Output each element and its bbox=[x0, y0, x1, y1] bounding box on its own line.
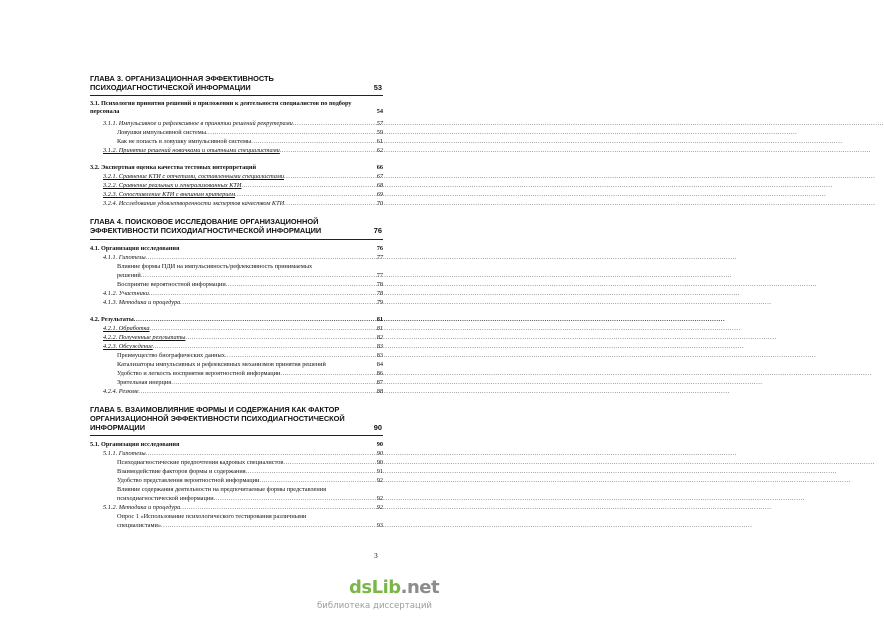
chapter-5-heading bbox=[90, 405, 382, 432]
toc-entry-5-1: 5.1. Организация исследования 90 bbox=[90, 441, 383, 448]
toc-entry-survey-1-cont: специалистами» ..... 93 bbox=[117, 522, 383, 530]
toc-entry-3-2-3: 3.2.3. Сопоставление КТИ с внешним критерием ..... 69 bbox=[103, 191, 383, 199]
chapter-3-heading bbox=[90, 74, 382, 92]
chapter-5-page: 90 bbox=[373, 423, 382, 432]
toc-entry-4-2-2: 4.2.2. Полученные результаты ..... 82 bbox=[103, 334, 383, 342]
toc-entry-4-1-3: 4.1.3. Методика и процедура ..... 79 bbox=[103, 299, 383, 307]
chapter-4-heading bbox=[90, 217, 382, 235]
toc-entry-4-2-1: 4.2.1. Обработка ..... 81 bbox=[103, 325, 383, 333]
chapter-4-title: ГЛАВА 4. ПОИСКОВОЕ ИССЛЕДОВАНИЕ ОРГАНИЗАЦИОННОЙ ЭФФЕКТИВНОСТИ ПСИХОДИАГНОСТИЧЕСКОЙ ИНФОРМАЦИИ bbox=[90, 217, 322, 235]
chapter-5-title: ГЛАВА 5. ВЗАИМОВЛИЯНИЕ ФОРМЫ И СОДЕРЖАНИЯ КАК ФАКТОР ОРГАНИЗАЦИОННОЙ ЭФФЕКТИВНОСТИ ПСИХОДИАГНОСТИЧЕСКОЙ ИНФОРМАЦИИ bbox=[90, 405, 345, 432]
toc-entry-4-2: 4.2. Результаты ..... 81 bbox=[90, 316, 383, 324]
toc-entry-interaction: Взаимодействие факторов формы и содержания ..... 91 bbox=[117, 468, 383, 476]
toc-entry-4-1-2: 4.1.2. Участники ..... 78 bbox=[103, 290, 383, 298]
toc-entry-5-1-2: 5.1.2. Методика и процедура ..... 92 bbox=[103, 504, 383, 512]
toc-entry-3-2-2: 3.2.2. Сравнение реальных и генерализованных КТИ ..... 68 bbox=[103, 182, 383, 190]
toc-entry-pdi-influence-cont: решений ..... 77 bbox=[117, 272, 383, 280]
toc-entry-catalysts: Катализаторы импульсивных и рефлексивных механизмов принятия решений 84 bbox=[117, 361, 383, 368]
toc-entry-4-1-1: 4.1.1. Гипотезы ..... 77 bbox=[103, 254, 383, 262]
toc-entry-preferences: Психодиагностические предпочтения кадровых специалистов ..... 90 bbox=[117, 459, 383, 467]
dslib-logo: dsLib.net bbox=[349, 577, 440, 598]
toc-entry-avoid-trap: Как не попасть в ловушку импульсивной системы ..... 61 bbox=[117, 138, 383, 146]
toc-entry-3-2-4: 3.2.4. Исследования удовлетворенности экспертов качеством КТИ ..... 70 bbox=[103, 200, 383, 208]
toc-entry-content-influence: Влияние содержания деятельности на предпочитаемые формы представления bbox=[117, 486, 327, 493]
divider bbox=[90, 435, 383, 436]
watermark-subtitle: библиотека диссертаций bbox=[317, 601, 433, 611]
toc-entry-3-2: 3.2. Экспертная оценка качества тестовых интерпретаций 66 bbox=[90, 164, 383, 171]
chapter-4-page: 76 bbox=[373, 226, 382, 235]
toc-entry-3-1-1: 3.1.1. Импульсивное и рефлексивное в принятии решений рекрутерами ..... 57 bbox=[103, 120, 383, 128]
toc-entry-4-1: 4.1. Организация исследования 76 bbox=[90, 245, 383, 252]
watermark bbox=[317, 577, 440, 611]
divider bbox=[90, 239, 383, 240]
page-number: 3 bbox=[374, 551, 378, 560]
toc-entry-3-2-1: 3.2.1. Сравнение КТИ с отчетами, составленными специалистами ..... 67 bbox=[103, 173, 383, 181]
toc-entry-content-influence-cont: психодиагностической информации ..... 92 bbox=[117, 495, 383, 503]
toc-entry-5-1-1: 5.1.1. Гипотезы ..... 90 bbox=[103, 450, 383, 458]
toc-page-3-1: 54 bbox=[376, 108, 383, 115]
toc-entry-4-2-3: 4.2.3. Обсуждение ..... 83 bbox=[103, 343, 383, 351]
toc-entry-survey-1: Опрос 1 «Использование психологического тестирования различными bbox=[117, 513, 307, 520]
divider bbox=[90, 95, 383, 96]
toc-entry-prob-perception: Восприятие вероятностной информации ..... 78 bbox=[117, 281, 383, 289]
toc-entry-3-1: 3.1. Психология принятия решений в приложении к деятельности специалистов по подбору персонала bbox=[90, 100, 352, 115]
chapter-3-title: ГЛАВА 3. ОРГАНИЗАЦИОННАЯ ЭФФЕКТИВНОСТЬ ПСИХОДИАГНОСТИЧЕСКОЙ ИНФОРМАЦИИ bbox=[90, 74, 274, 92]
toc-entry-prob-convenience: Удобство представления вероятностной информации ..... 92 bbox=[117, 477, 383, 485]
toc-entry-3-1-2: 3.1.2. Принятие решений новичками и опытными специалистами ..... 62 bbox=[103, 147, 383, 155]
chapter-3-page: 53 bbox=[373, 83, 382, 92]
toc-entry-pdi-influence: Влияние формы ПДИ на импульсивность/рефлексивность принимаемых bbox=[117, 263, 313, 270]
toc-entry-visual-inertia: Зрительная инерция ..... 87 bbox=[117, 379, 383, 387]
toc-entry-4-2-4: 4.2.4. Резюме ..... 88 bbox=[103, 388, 383, 396]
toc-entry-convenience: Удобство и легкость восприятия вероятностной информации ..... 86 bbox=[117, 370, 383, 378]
toc-entry-traps: Ловушки импульсивной системы ..... 59 bbox=[117, 129, 383, 137]
toc-entry-bio-data: Преимущество биографических данных ..... 83 bbox=[117, 352, 383, 360]
